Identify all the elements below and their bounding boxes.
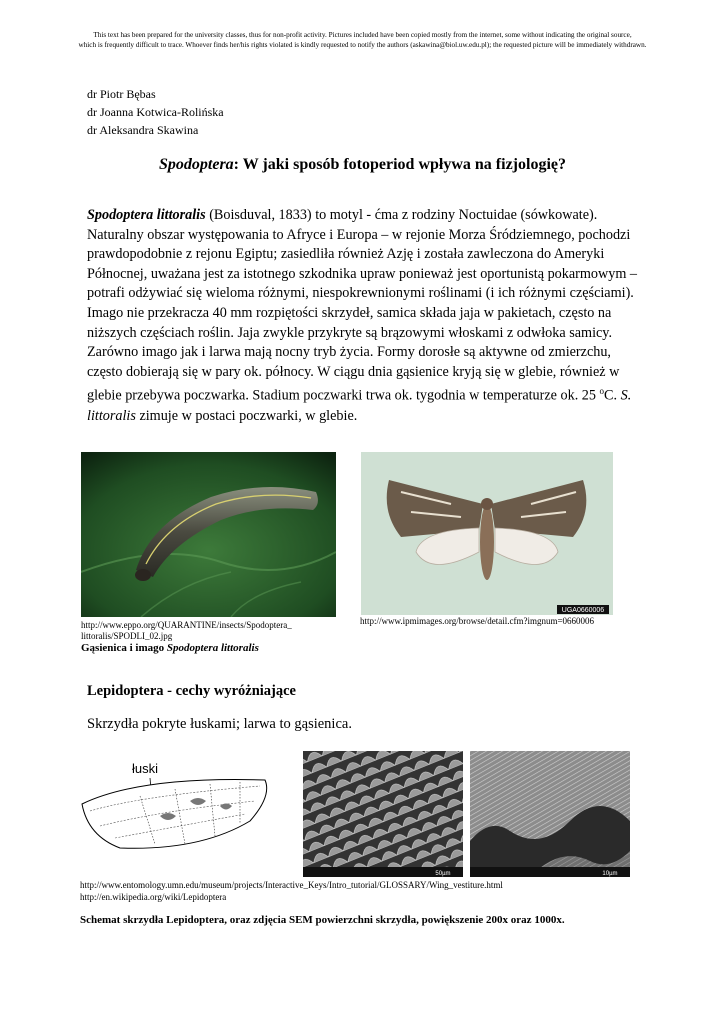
celsius-label: C. xyxy=(604,388,621,405)
section-text: Skrzydła pokryte łuskami; larwa to gąsienica. xyxy=(87,716,352,732)
scales-label: łuski xyxy=(132,761,159,776)
photo-caption-text: Gąsienica i imago xyxy=(81,642,167,654)
caterpillar-photo xyxy=(81,452,336,617)
disclaimer-line-1: This text has been prepared for the university classes, thus for non-profit activity. Pictures included have been copied mostly from the internet, some without indicating the original source, xyxy=(93,31,632,39)
section-heading: Lepidoptera - cechy wyróżniające xyxy=(87,683,296,699)
photo-caption xyxy=(81,642,259,654)
author-1: dr Piotr Bębas xyxy=(87,87,156,101)
disclaimer-line-2: which is frequently difficult to trace. Whoever finds her/his rights violated is kindly requested to notify the authors (askawina@biol.uw.edu.pl); the requested picture will be immediately withdrawn. xyxy=(78,41,647,49)
author-3: dr Aleksandra Skawina xyxy=(87,123,199,137)
paragraph-2-end: zimuje w postaci poczwarki, w glebie. xyxy=(135,407,358,424)
body-text xyxy=(87,206,647,426)
paragraph-2 xyxy=(87,304,647,426)
paragraph-1 xyxy=(87,206,647,304)
sem-image-1000x xyxy=(470,751,630,877)
species-abbrev: S. littoralis xyxy=(87,388,632,424)
wikipedia-url[interactable]: http://en.wikipedia.org/wiki/Lepidoptera xyxy=(80,892,227,902)
sem-scale-2: 10µm xyxy=(602,871,618,877)
sem-image-200x xyxy=(303,751,463,877)
degree-superscript: o xyxy=(599,386,605,397)
sem-scale-1: 50µm xyxy=(435,871,451,877)
paragraph-2-text: Imago nie przekracza 40 mm rozpiętości skrzydeł, samica składa jaja w pakietach, często na niższych częściach roślin. Jaja zwykle przykryte są brązowymi włoskami z odwłoka samicy. Zarówno imago jak i larwa mają nocny tryb życia. Formy dorosłe są aktywne od zmierzchu, często dobierają się w pary ok. północy. W ciągu dnia gąsienice kryją się w glebie, również w glebie przebywa poczwarka. Stadium poczwarki trwa ok. tygodnia w temperaturze ok. 25 xyxy=(87,304,620,405)
title-genus: Spodoptera xyxy=(159,156,234,173)
wing-scheme xyxy=(80,756,272,856)
disclaimer xyxy=(20,30,705,50)
photo-caption-species: Spodoptera littoralis xyxy=(166,642,259,654)
caterpillar-url[interactable]: http://www.eppo.org/QUARANTINE/insects/Spodoptera_ littoralis/SPODLI_02.jpg xyxy=(81,620,292,641)
moth-url[interactable]: http://www.ipmimages.org/browse/detail.cfm?imgnum=0660006 xyxy=(360,616,595,626)
page-title xyxy=(0,156,725,174)
paragraph-1-text: (Boisduval, 1833) to motyl - ćma z rodziny Noctuidae (sówkowate). Naturalny obszar występowania to Afryce i Europa – w rejonie Morza Śródziemnego, pochodzi prawdopodobnie z rejonu Egiptu; zasiedliła również Azję i została zawleczona do Ameryki Północnej, uważana jest za istotnego szkodnika upraw ponieważ jest oportunistą pokarmowym – potrafi odżywiać się wieloma różnymi, niespokrewnionymi roślinami (i ich różnymi częściami). xyxy=(87,207,638,302)
moth-photo xyxy=(361,452,613,615)
title-rest: : W jaki sposób fotoperiod wpływa na fizjologię? xyxy=(233,156,566,173)
species-name: Spodoptera littoralis xyxy=(87,207,206,223)
author-2: dr Joanna Kotwica-Rolińska xyxy=(87,105,224,119)
image-stamp: UGA0660006 xyxy=(561,607,605,614)
figure-caption: Schemat skrzydła Lepidoptera, oraz zdjęcia SEM powierzchni skrzydła, powiększenie 200x oraz 1000x. xyxy=(80,914,565,926)
entomology-url[interactable]: http://www.entomology.umn.edu/museum/projects/Interactive_Keys/Intro_tutorial/GLOSSARY/Wing_vestiture.html xyxy=(80,880,503,890)
